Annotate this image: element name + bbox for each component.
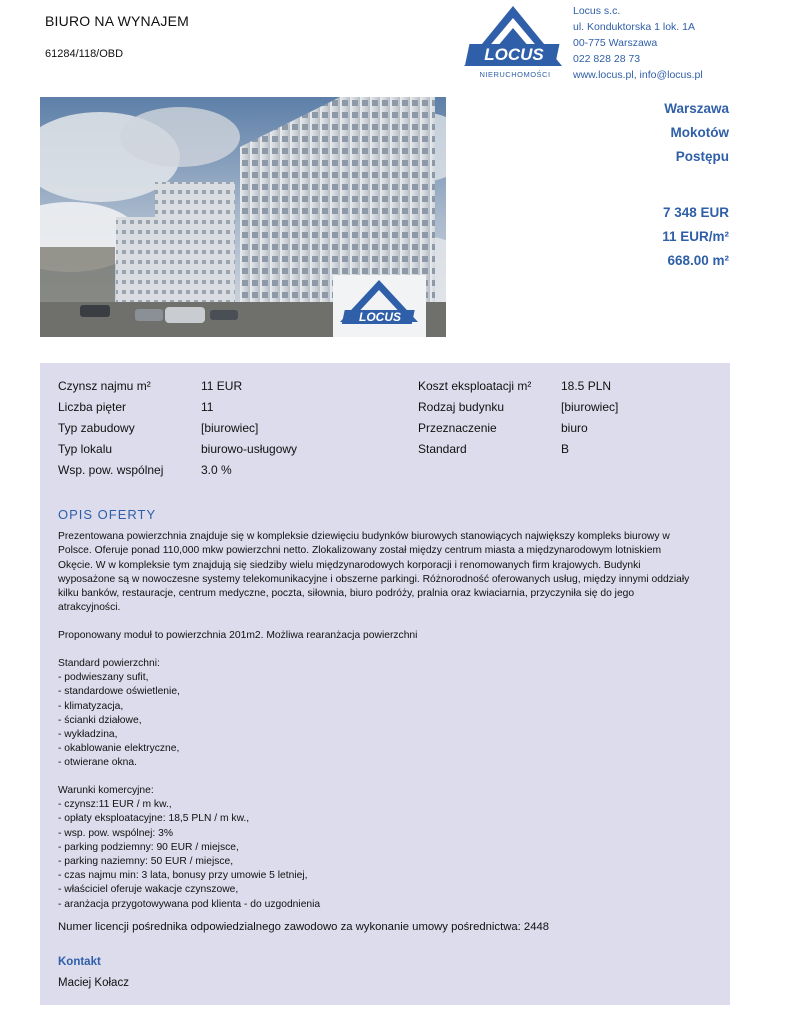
list-item: - podwieszany sufit, bbox=[58, 672, 149, 684]
price-per-m2: 11 EUR/m² bbox=[662, 229, 729, 244]
description-line: kilku banków, restauracje, centrum medyczne, poczta, siłownia, biuro podróży, pralnia oraz kwiaciarnia, przyczyniła się do jego bbox=[58, 588, 635, 600]
offer-title: BIURO NA WYNAJEM bbox=[45, 13, 189, 29]
prop-value-common-area: 3.0 % bbox=[201, 463, 232, 477]
prop-label-building-kind: Rodzaj budynku bbox=[418, 400, 505, 414]
prop-label-common-area: Wsp. pow. wspólnej bbox=[58, 463, 164, 477]
prop-label-standard: Standard bbox=[418, 442, 467, 456]
prop-value-building-kind: [biurowiec] bbox=[561, 400, 619, 414]
offer-description bbox=[58, 530, 718, 616]
contact-name: Maciej Kołacz bbox=[58, 977, 129, 989]
list-item: - standardowe oświetlenie, bbox=[58, 686, 180, 698]
svg-text:LOCUS: LOCUS bbox=[484, 45, 544, 64]
company-phone: 022 828 28 73 bbox=[573, 53, 641, 65]
description-line: Prezentowana powierzchnia znajduje się w kompleksie dziewięciu budynków biurowych stanowiących największy kompleks biurowy w bbox=[58, 531, 670, 542]
company-city: 00-775 Warszawa bbox=[573, 37, 658, 49]
svg-text:NIERUCHOMOŚCI: NIERUCHOMOŚCI bbox=[479, 70, 551, 79]
prop-label-building-type: Typ zabudowy bbox=[58, 421, 135, 435]
price-total: 7 348 EUR bbox=[662, 205, 729, 220]
prop-value-purpose: biuro bbox=[561, 421, 588, 435]
terms-list bbox=[58, 784, 320, 912]
list-item: - parking naziemny: 50 EUR / miejsce, bbox=[58, 856, 234, 868]
prop-label-floors: Liczba pięter bbox=[58, 400, 127, 414]
contact-heading: Kontakt bbox=[58, 956, 101, 968]
prop-value-floors: 11 bbox=[201, 400, 214, 414]
prop-label-rent: Czynsz najmu m² bbox=[58, 379, 151, 393]
list-item: - wykładzina, bbox=[58, 729, 118, 741]
description-line: atrakcyjności. bbox=[58, 602, 121, 614]
location-street: Postępu bbox=[675, 149, 729, 164]
list-item: - wsp. pow. wspólnej: 3% bbox=[58, 827, 174, 839]
prop-label-unit-type: Typ lokalu bbox=[58, 442, 113, 456]
list-item: - aranżacja przygotowywana pod klienta - do uzgodnienia bbox=[58, 898, 321, 910]
list-item: - opłaty eksploatacyjne: 18,5 PLN / m kw., bbox=[58, 813, 250, 825]
location-city: Warszawa bbox=[664, 101, 729, 116]
module-info: Proponowany moduł to powierzchnia 201m2. Możliwa rearanżacja powierzchni bbox=[58, 630, 418, 641]
list-item: - parking podziemny: 90 EUR / miejsce, bbox=[58, 841, 239, 853]
description-line: Okęcie. W w kompleksie tym znajdują się siedziby wielu międzynarodowych korporacji i renomowanych firm krajowych. Budynki bbox=[58, 559, 641, 571]
prop-label-purpose: Przeznaczenie bbox=[418, 421, 497, 435]
company-name: Locus s.c. bbox=[573, 5, 621, 17]
list-item: - właściciel oferuje wakacje czynszowe, bbox=[58, 884, 239, 896]
list-item: - otwierane okna. bbox=[58, 757, 137, 769]
prop-value-rent: 11 EUR bbox=[201, 379, 243, 393]
company-info bbox=[573, 3, 703, 83]
standard-list bbox=[58, 657, 180, 771]
list-item: - okablowanie elektryczne, bbox=[58, 743, 180, 755]
prop-value-unit-type: biurowo-usługowy bbox=[201, 442, 298, 456]
photo-watermark-text: LOCUS bbox=[359, 310, 401, 324]
terms-title: Warunki komercyjne: bbox=[58, 785, 154, 796]
offer-description-heading: OPIS OFERTY bbox=[58, 507, 157, 522]
description-line: wyposażone są w nowoczesne systemy telekomunikacyjne i obszerne parkingi. Różnorodność oferowanych usług, między innymi oddziały bbox=[58, 573, 690, 585]
prop-label-service-cost: Koszt eksploatacji m² bbox=[418, 379, 532, 393]
location-district: Mokotów bbox=[670, 125, 729, 140]
list-item: - klimatyzacja, bbox=[58, 700, 124, 712]
prop-value-service-cost: 18.5 PLN bbox=[561, 379, 612, 393]
area: 668.00 m² bbox=[667, 253, 729, 268]
locus-logo bbox=[460, 4, 566, 84]
company-address: ul. Konduktorska 1 lok. 1A bbox=[573, 21, 695, 33]
prop-value-building-type: [biurowiec] bbox=[201, 421, 259, 435]
list-item: - czynsz:11 EUR / m kw., bbox=[58, 799, 172, 811]
standard-title: Standard powierzchni: bbox=[58, 658, 160, 669]
description-line: Polsce. Oferuje ponad 110,000 mkw powierzchni netto. Zlokalizowany został między centrum miasta a międzynarodowym lotniskiem bbox=[58, 545, 662, 557]
offer-reference: 61284/118/OBD bbox=[45, 48, 124, 60]
list-item: - czas najmu min: 3 lata, bonusy przy umowie 5 letniej, bbox=[58, 870, 308, 882]
license-number: Numer licencji pośrednika odpowiedzialnego zawodowo za wykonanie umowy pośrednictwa: 2448 bbox=[58, 921, 550, 933]
prop-value-standard: B bbox=[561, 442, 570, 456]
building-photo bbox=[40, 97, 446, 337]
list-item: - ścianki działowe, bbox=[58, 714, 142, 726]
company-web[interactable]: www.locus.pl, info@locus.pl bbox=[573, 69, 703, 81]
